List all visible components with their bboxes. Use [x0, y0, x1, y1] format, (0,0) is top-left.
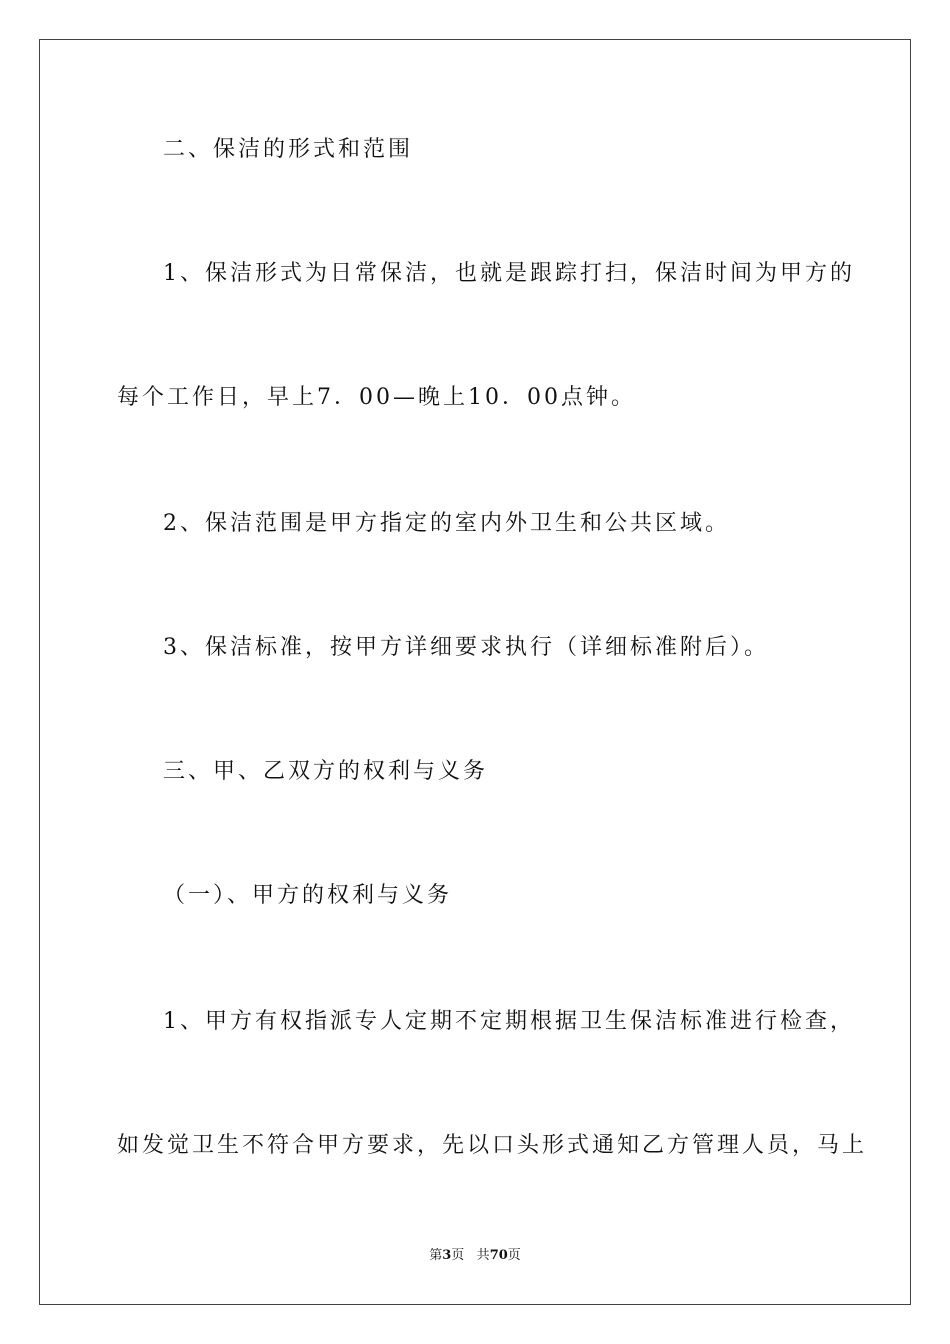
total-pages: 70	[489, 1248, 508, 1263]
paragraph-line: 如发觉卫生不符合甲方要求，先以口头形式通知乙方管理人员，马上	[117, 1133, 868, 1158]
total-prefix: 共	[476, 1248, 490, 1263]
paragraph-line: 1、甲方有权指派专人定期不定期根据卫生保洁标准进行检查，	[163, 1009, 855, 1034]
page-prefix: 第	[429, 1248, 443, 1263]
paragraph-line: 每个工作日，早上7．00—晚上10．00点钟。	[117, 385, 636, 410]
total-suffix: 页	[507, 1248, 521, 1263]
page-frame	[39, 39, 911, 1305]
paragraph-line: 1、保洁形式为日常保洁，也就是跟踪打扫，保洁时间为甲方的	[163, 261, 855, 286]
paragraph-line: 3、保洁标准，按甲方详细要求执行（详细标准附后）。	[163, 635, 769, 660]
page-suffix: 页	[451, 1248, 465, 1263]
subsection-heading: （一）、甲方的权利与义务	[163, 883, 453, 908]
page-number: 3	[442, 1248, 452, 1263]
section-heading-2: 二、保洁的形式和范围	[163, 137, 414, 162]
page-footer	[0, 1247, 950, 1265]
section-heading-3: 三、甲、乙双方的权利与义务	[163, 759, 489, 784]
paragraph-line: 2、保洁范围是甲方指定的室内外卫生和公共区域。	[163, 511, 730, 536]
